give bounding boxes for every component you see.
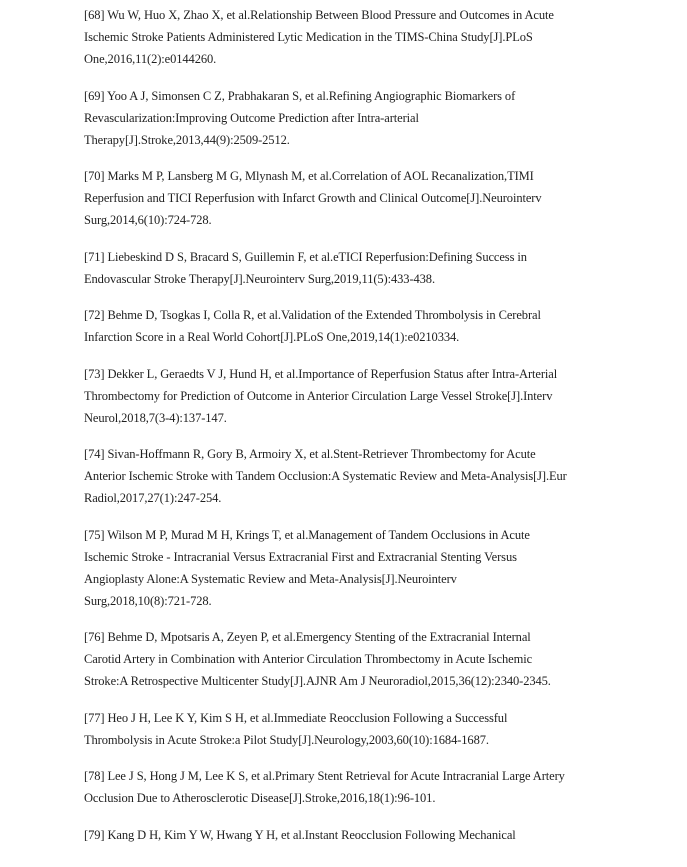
reference-item-75	[84, 524, 674, 612]
reference-line: Radiol,2017,27(1):247-254.	[84, 491, 222, 505]
reference-line: Anterior Ischemic Stroke with Tandem Occlusion:A Systematic Review and Meta-Analysis[J].Eur	[84, 469, 567, 483]
reference-line: [72] Behme D, Tsogkas I, Colla R, et al.Validation of the Extended Thrombolysis in Cerebral	[84, 308, 541, 322]
reference-line: [69] Yoo A J, Simonsen C Z, Prabhakaran S, et al.Refining Angiographic Biomarkers of	[84, 88, 516, 103]
reference-line: Occlusion Due to Atherosclerotic Disease[J].Stroke,2016,18(1):96-101.	[84, 791, 436, 805]
reference-item-71	[84, 246, 674, 290]
reference-item-72	[84, 304, 674, 348]
reference-line: Therapy[J].Stroke,2013,44(9):2509-2512.	[84, 132, 290, 147]
reference-line: [71] Liebeskind D S, Bracard S, Guillemin F, et al.eTICI Reperfusion:Defining Success in	[84, 249, 527, 264]
reference-line: Neurol,2018,7(3-4):137-147.	[84, 410, 227, 425]
reference-item-76	[84, 626, 674, 692]
reference-line: [79] Kang D H, Kim Y W, Hwang Y H, et al.Instant Reocclusion Following Mechanical	[84, 827, 516, 842]
reference-line: Thrombolysis in Acute Stroke:a Pilot Study[J].Neurology,2003,60(10):1684-1687.	[84, 732, 489, 747]
reference-line: [74] Sivan-Hoffmann R, Gory B, Armoiry X, et al.Stent-Retriever Thrombectomy for Acute	[84, 447, 536, 461]
reference-item-78	[84, 765, 674, 809]
reference-line: [77] Heo J H, Lee K Y, Kim S H, et al.Immediate Reocclusion Following a Successful	[84, 710, 508, 725]
reference-line: Carotid Artery in Combination with Anterior Circulation Thrombectomy in Acute Ischemic	[84, 652, 533, 666]
reference-item-69	[84, 85, 674, 151]
reference-line: [75] Wilson M P, Murad M H, Krings T, et al.Management of Tandem Occlusions in Acute	[84, 527, 530, 542]
reference-item-73	[84, 363, 674, 429]
reference-line: [70] Marks M P, Lansberg M G, Mlynash M, et al.Correlation of AOL Recanalization,TIMI	[84, 169, 534, 183]
reference-line: Thrombectomy for Prediction of Outcome in Anterior Circulation Large Vessel Stroke[J].Interv	[84, 388, 553, 403]
reference-line: Reperfusion and TICI Reperfusion with Infarct Growth and Clinical Outcome[J].Neurointerv	[84, 191, 542, 205]
reference-line: Stroke:A Retrospective Multicenter Study[J].AJNR Am J Neuroradiol,2015,36(12):2340-2345.	[84, 674, 551, 688]
reference-line: Endovascular Stroke Therapy[J].Neurointerv Surg,2019,11(5):433-438.	[84, 271, 435, 286]
reference-line: Ischemic Stroke Patients Administered Lytic Medication in the TIMS-China Study[J].PLoS	[84, 30, 533, 44]
reference-item-70	[84, 165, 674, 231]
reference-item-77	[84, 707, 674, 751]
reference-item-74	[84, 443, 674, 509]
reference-line: Surg,2014,6(10):724-728.	[84, 213, 212, 227]
reference-item-79	[84, 824, 674, 846]
reference-line: Ischemic Stroke - Intracranial Versus Extracranial First and Extracranial Stenting Versus	[84, 549, 517, 564]
reference-list	[84, 4, 674, 860]
reference-line: [68] Wu W, Huo X, Zhao X, et al.Relationship Between Blood Pressure and Outcomes in Acute	[84, 8, 554, 22]
reference-line: One,2016,11(2):e0144260.	[84, 52, 217, 66]
reference-line: Angioplasty Alone:A Systematic Review and Meta-Analysis[J].Neurointerv	[84, 571, 457, 586]
reference-line: Revascularization:Improving Outcome Prediction after Intra-arterial	[84, 110, 419, 125]
reference-line: [73] Dekker L, Geraedts V J, Hund H, et al.Importance of Reperfusion Status after Intra-Arterial	[84, 366, 558, 381]
reference-line: Surg,2018,10(8):721-728.	[84, 593, 212, 608]
reference-item-68	[84, 4, 674, 70]
reference-line: Infarction Score in a Real World Cohort[J].PLoS One,2019,14(1):e0210334.	[84, 330, 460, 344]
reference-line: [76] Behme D, Mpotsaris A, Zeyen P, et al.Emergency Stenting of the Extracranial Internal	[84, 630, 531, 644]
reference-line: [78] Lee J S, Hong J M, Lee K S, et al.Primary Stent Retrieval for Acute Intracranial Large Artery	[84, 769, 565, 783]
